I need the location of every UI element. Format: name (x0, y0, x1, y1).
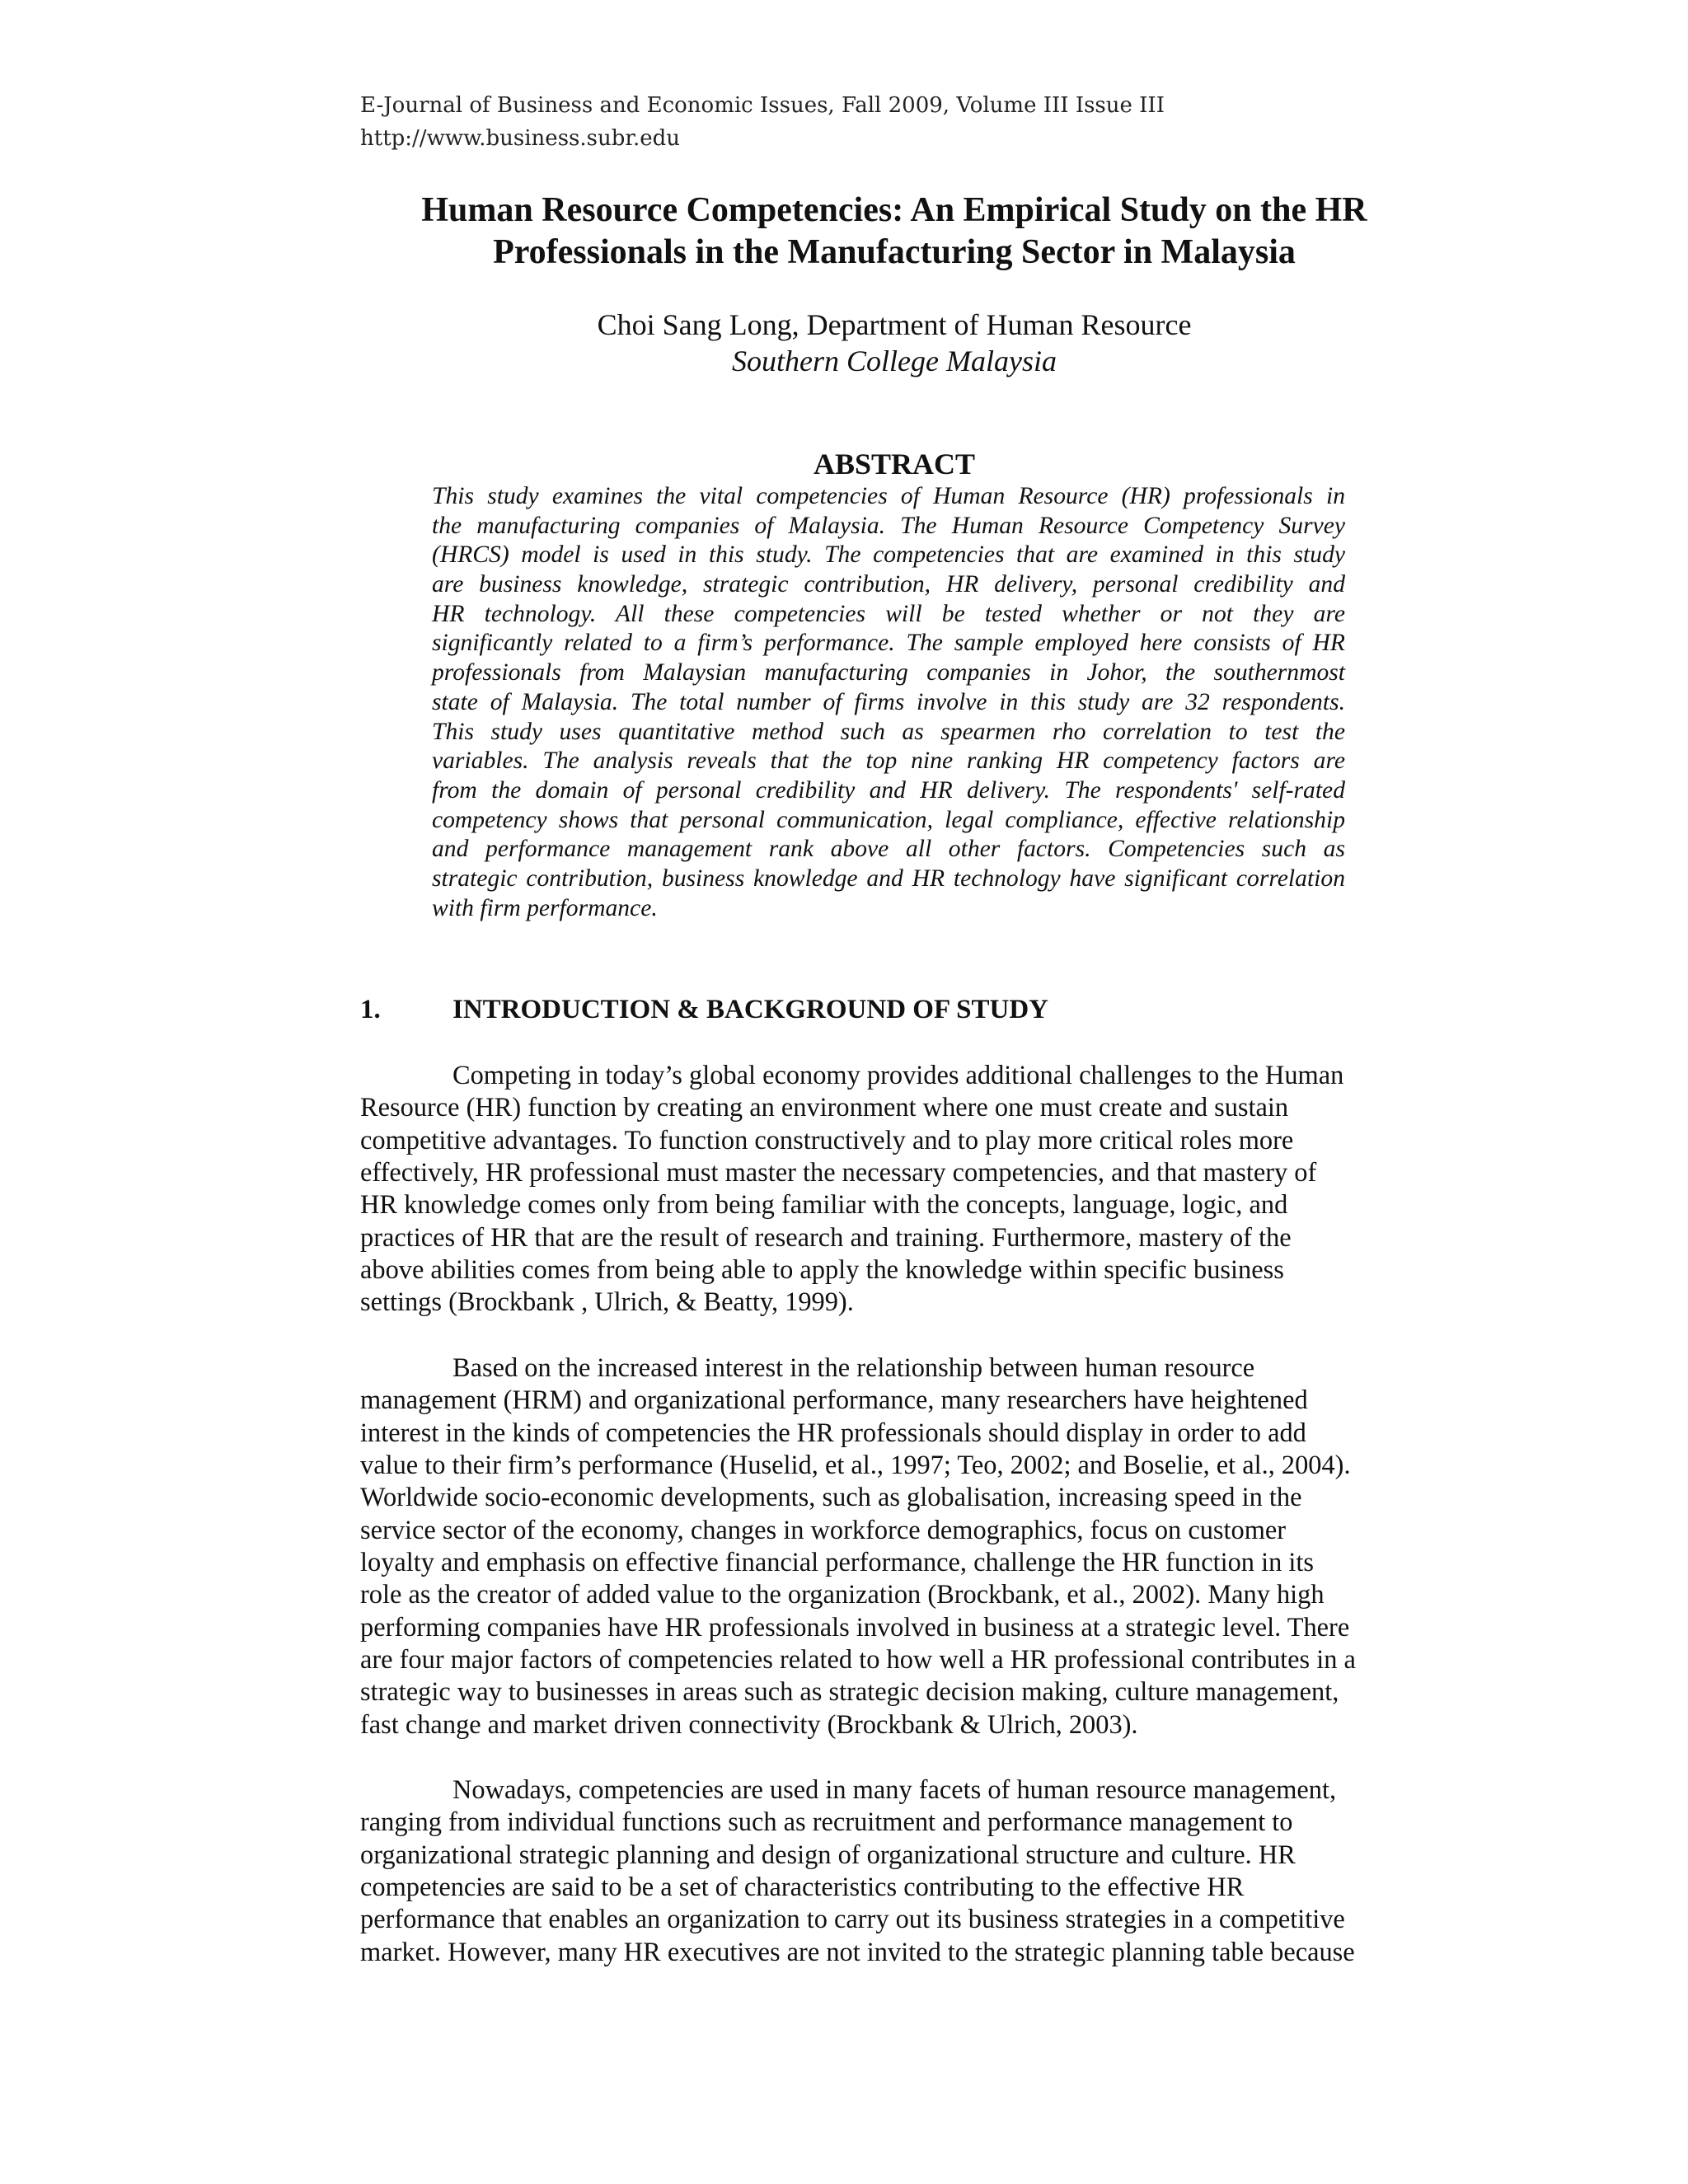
paragraph-line: HR knowledge comes only from being familiar with the concepts, language, logic, and (360, 1190, 1288, 1221)
abstract-line: strategic contribution, business knowledge and HR technology have significant correlation (432, 865, 1345, 892)
abstract-line: are business knowledge, strategic contribution, HR delivery, personal credibility and (432, 571, 1345, 598)
journal-header (360, 89, 1432, 155)
abstract-line: state of Malaysia. The total number of firms involve in this study are 32 respondents. (432, 688, 1345, 715)
paragraph-line: performing companies have HR professionals involved in business at a strategic level. There (360, 1612, 1350, 1643)
paragraph-line: performance that enables an organization to carry out its business strategies in a competitive (360, 1905, 1345, 1935)
paragraph-line: settings (Brockbank , Ulrich, & Beatty, 1999). (360, 1287, 854, 1318)
paragraph-line: Nowadays, competencies are used in many facets of human resource management, (452, 1775, 1337, 1805)
paragraph-line: value to their firm’s performance (Huselid, et al., 1997; Teo, 2002; and Boselie, et al., 2004). (360, 1451, 1351, 1481)
abstract-body (432, 482, 1345, 923)
title-line-1: Human Resource Competencies: An Empirical Study on the HR (421, 191, 1367, 229)
paragraph-line: effectively, HR professional must master the necessary competencies, and that mastery of (360, 1158, 1317, 1188)
section-heading (360, 993, 1432, 1026)
abstract-line: and performance management rank above all other factors. Competencies such as (432, 836, 1345, 863)
author-affiliation: Southern College Malaysia (732, 344, 1057, 377)
paragraph-line: management (HRM) and organizational performance, many researchers have heightened (360, 1385, 1308, 1416)
paragraph-line: ranging from individual functions such as recruitment and performance management to (360, 1807, 1293, 1838)
paragraph-line: Competing in today’s global economy provides additional challenges to the Human (452, 1061, 1344, 1090)
paragraph-line: role as the creator of added value to the organization (Brockbank, et al., 2002). Many high (360, 1580, 1325, 1610)
paragraph-line: are four major factors of competencies related to how well a HR professional contributes in a (360, 1645, 1356, 1675)
journal-line: E-Journal of Business and Economic Issues, Fall 2009, Volume III Issue III (360, 93, 1165, 118)
paragraph-line: fast change and market driven connectivity (Brockbank & Ulrich, 2003). (360, 1709, 1138, 1740)
body-paragraph (360, 1060, 1432, 1319)
paper-title (214, 190, 1574, 274)
abstract-line: This study uses quantitative method such as spearmen rho correlation to test the (432, 718, 1345, 745)
paragraph-line: market. However, many HR executives are not invited to the strategic planning table because (360, 1937, 1355, 1967)
abstract-line: This study examines the vital competencies of Human Resource (HR) professionals in (432, 483, 1345, 509)
abstract-line: professionals from Malaysian manufacturing companies in Johor, the southernmost (432, 659, 1345, 687)
paragraph-line: loyalty and emphasis on effective financial performance, challenge the HR function in its (360, 1548, 1314, 1578)
author-block (214, 307, 1574, 379)
abstract-heading: ABSTRACT (813, 448, 976, 480)
journal-url: http://www.business.subr.edu (360, 126, 680, 151)
author-name: Choi Sang Long, Department of Human Resource (597, 308, 1192, 341)
abstract-line: HR technology. All these competencies will be tested whether or not they are (432, 600, 1345, 627)
abstract-line: from the domain of personal credibility and HR delivery. The respondents' self-rated (432, 776, 1345, 804)
section-title: INTRODUCTION & BACKGROUND OF STUDY (452, 995, 1048, 1024)
section-number: 1. (360, 995, 381, 1024)
paragraph-line: strategic way to businesses in areas such as strategic decision making, culture management, (360, 1677, 1339, 1708)
paragraph-line: competencies are said to be a set of characteristics contributing to the effective HR (360, 1872, 1245, 1903)
abstract-line: with firm performance. (432, 894, 658, 921)
body-paragraph (360, 1774, 1432, 1969)
body-paragraph (360, 1352, 1432, 1741)
paragraph-line: Resource (HR) function by creating an environment where one must create and sustain (360, 1093, 1289, 1123)
title-line-2: Professionals in the Manufacturing Sector in Malaysia (493, 233, 1296, 271)
abstract-line: (HRCS) model is used in this study. The competencies that are examined in this study (432, 541, 1345, 569)
paragraph-line: interest in the kinds of competencies the HR professionals should display in order to add (360, 1418, 1306, 1448)
abstract-line: significantly related to a firm’s performance. The sample employed here consists of HR (432, 630, 1345, 657)
paragraph-line: organizational strategic planning and design of organizational structure and culture. HR (360, 1840, 1296, 1870)
abstract-line: the manufacturing companies of Malaysia. The Human Resource Competency Survey (432, 512, 1345, 539)
paragraph-line: service sector of the economy, changes in workforce demographics, focus on customer (360, 1515, 1287, 1545)
paragraph-line: Worldwide socio-economic developments, such as globalisation, increasing speed in the (360, 1483, 1302, 1513)
abstract-line: competency shows that personal communication, legal compliance, effective relationship (432, 806, 1345, 833)
paragraph-line: above abilities comes from being able to apply the knowledge within specific business (360, 1255, 1284, 1286)
paragraph-line: Based on the increased interest in the relationship between human resource (452, 1353, 1255, 1383)
abstract-line: variables. The analysis reveals that the top nine ranking HR competency factors are (432, 748, 1345, 775)
paragraph-line: competitive advantages. To function constructively and to play more critical roles more (360, 1125, 1294, 1155)
paragraph-line: practices of HR that are the result of research and training. Furthermore, mastery of the (360, 1222, 1292, 1253)
